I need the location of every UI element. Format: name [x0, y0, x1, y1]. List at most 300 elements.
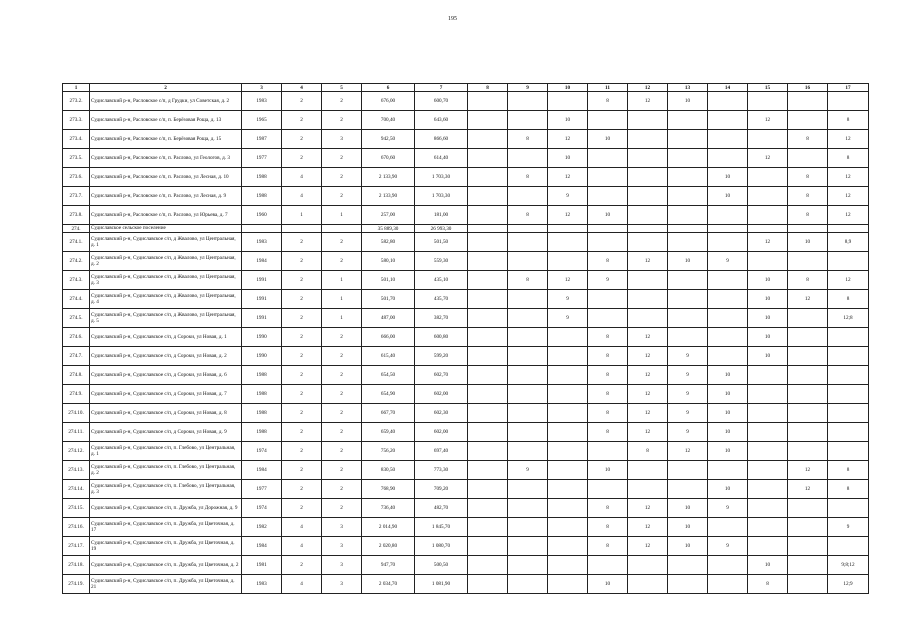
address-cell: Судиславский р-н, Судиславское с/п, д Сороки, ул Новая, д. 6	[90, 366, 242, 385]
value-cell: 654,90	[362, 385, 415, 404]
value-cell: 2	[282, 404, 322, 423]
value-cell	[548, 225, 588, 233]
table-row	[63, 537, 869, 556]
value-cell	[748, 461, 788, 480]
value-cell	[628, 206, 668, 225]
value-cell: 2	[322, 366, 362, 385]
value-cell	[788, 442, 828, 461]
value-cell	[548, 442, 588, 461]
address-cell: Судиславский р-н, Расловское с/п, п. Берёзовая Роща, д. 15	[90, 130, 242, 149]
value-cell: 12	[788, 480, 828, 499]
value-cell: 4	[282, 537, 322, 556]
value-cell: 1991	[242, 309, 282, 328]
value-cell: 2	[322, 187, 362, 206]
value-cell	[588, 233, 628, 252]
value-cell: 3	[322, 130, 362, 149]
value-cell: 2 133,90	[362, 187, 415, 206]
row-number-cell: 274.3.	[63, 271, 90, 290]
value-cell: 10	[748, 271, 788, 290]
value-cell	[628, 187, 668, 206]
value-cell: 10	[788, 233, 828, 252]
value-cell: 8	[788, 168, 828, 187]
value-cell	[468, 347, 508, 366]
row-number-cell: 274.18.	[63, 556, 90, 575]
value-cell	[828, 225, 869, 233]
value-cell	[708, 309, 748, 328]
value-cell	[788, 423, 828, 442]
value-cell	[748, 404, 788, 423]
value-cell: 615,40	[362, 347, 415, 366]
value-cell	[788, 404, 828, 423]
value-cell	[468, 404, 508, 423]
value-cell: 12	[828, 187, 869, 206]
value-cell: 643,60	[415, 111, 468, 130]
value-cell	[468, 149, 508, 168]
value-cell	[588, 149, 628, 168]
value-cell	[588, 225, 628, 233]
value-cell: 9	[508, 461, 548, 480]
value-cell: 2	[322, 404, 362, 423]
value-cell: 830,50	[362, 461, 415, 480]
value-cell	[468, 518, 508, 537]
value-cell	[508, 309, 548, 328]
value-cell	[628, 575, 668, 594]
value-cell: 12	[828, 130, 869, 149]
value-cell	[508, 556, 548, 575]
value-cell: 8	[748, 575, 788, 594]
value-cell: 2	[282, 366, 322, 385]
value-cell: 2	[322, 480, 362, 499]
column-header-2: 2	[90, 84, 242, 92]
value-cell: 8	[588, 385, 628, 404]
value-cell	[708, 206, 748, 225]
row-number-cell: 274.19.	[63, 575, 90, 594]
value-cell	[508, 187, 548, 206]
value-cell	[548, 385, 588, 404]
value-cell	[708, 461, 748, 480]
value-cell: 8	[828, 461, 869, 480]
value-cell: 10	[708, 385, 748, 404]
value-cell: 8	[588, 366, 628, 385]
value-cell: 736,40	[362, 499, 415, 518]
value-cell: 3	[322, 518, 362, 537]
row-number-cell: 274.6.	[63, 328, 90, 347]
value-cell: 8	[588, 328, 628, 347]
value-cell	[668, 575, 708, 594]
value-cell	[508, 347, 548, 366]
value-cell	[748, 366, 788, 385]
value-cell	[468, 233, 508, 252]
value-cell	[828, 499, 869, 518]
value-cell	[708, 347, 748, 366]
value-cell: 8	[508, 168, 548, 187]
table-row	[63, 233, 869, 252]
value-cell	[708, 233, 748, 252]
column-header-14: 14	[708, 84, 748, 92]
value-cell: 8	[508, 130, 548, 149]
value-cell: 2	[322, 328, 362, 347]
value-cell: 12	[628, 423, 668, 442]
value-cell	[468, 423, 508, 442]
value-cell	[708, 130, 748, 149]
value-cell: 12	[748, 233, 788, 252]
value-cell: 1984	[242, 252, 282, 271]
value-cell	[468, 225, 508, 233]
value-cell	[828, 366, 869, 385]
value-cell	[508, 328, 548, 347]
value-cell: 1	[322, 206, 362, 225]
table-row	[63, 130, 869, 149]
value-cell: 10	[708, 404, 748, 423]
column-header-15: 15	[748, 84, 788, 92]
value-cell	[748, 480, 788, 499]
row-number-cell: 274.10.	[63, 404, 90, 423]
value-cell: 12	[548, 206, 588, 225]
value-cell: 1 845,70	[415, 518, 468, 537]
value-cell: 599,20	[415, 347, 468, 366]
value-cell	[468, 556, 508, 575]
value-cell: 12	[628, 328, 668, 347]
value-cell: 4	[282, 168, 322, 187]
value-cell: 10	[708, 187, 748, 206]
column-header-6: 6	[362, 84, 415, 92]
value-cell	[508, 149, 548, 168]
value-cell	[828, 404, 869, 423]
value-cell: 1984	[242, 537, 282, 556]
value-cell	[508, 366, 548, 385]
value-cell: 2 014,90	[362, 518, 415, 537]
value-cell	[668, 461, 708, 480]
table-row	[63, 480, 869, 499]
table-row	[63, 290, 869, 309]
address-cell: Судиславский р-н, Судиславское с/п, д Сороки, ул Новая, д. 7	[90, 385, 242, 404]
value-cell: 614,40	[415, 149, 468, 168]
value-cell	[628, 271, 668, 290]
value-cell	[548, 556, 588, 575]
value-cell: 2	[322, 423, 362, 442]
address-cell: Судиславский р-н, Судиславское с/п, д Жвалово, ул Центральная, д. 3	[90, 271, 242, 290]
value-cell: 10	[708, 442, 748, 461]
value-cell	[628, 225, 668, 233]
value-cell: 12	[628, 404, 668, 423]
address-cell: Судиславское сельское поселение	[90, 225, 242, 233]
value-cell	[788, 537, 828, 556]
value-cell	[548, 404, 588, 423]
address-cell: Судиславский р-н, Судиславское с/п, п. Дружба, ул Цветочная, д. 2	[90, 556, 242, 575]
value-cell	[748, 499, 788, 518]
value-cell	[748, 252, 788, 271]
value-cell	[748, 168, 788, 187]
value-cell: 8	[508, 271, 548, 290]
value-cell	[588, 309, 628, 328]
value-cell: 1	[322, 271, 362, 290]
value-cell	[588, 168, 628, 187]
value-cell: 1983	[242, 92, 282, 111]
value-cell: 2	[282, 442, 322, 461]
row-number-cell: 273.5.	[63, 149, 90, 168]
value-cell: 12	[548, 168, 588, 187]
value-cell	[788, 111, 828, 130]
value-cell	[748, 187, 788, 206]
value-cell: 756,20	[362, 442, 415, 461]
value-cell: 10	[668, 92, 708, 111]
value-cell	[828, 252, 869, 271]
value-cell	[628, 168, 668, 187]
value-cell	[788, 366, 828, 385]
value-cell: 3	[322, 537, 362, 556]
value-cell: 697,40	[415, 442, 468, 461]
value-cell: 35 889,30	[362, 225, 415, 233]
value-cell	[668, 271, 708, 290]
table-row	[63, 556, 869, 575]
row-number-cell: 274.14.	[63, 480, 90, 499]
address-cell: Судиславский р-н, Судиславское с/п, п. Глебово, ул Центральная, д. 3	[90, 480, 242, 499]
value-cell	[668, 225, 708, 233]
value-cell: 1984	[242, 461, 282, 480]
address-cell: Судиславский р-н, Судиславское с/п, д Жвалово, ул Центральная, д. 4	[90, 290, 242, 309]
value-cell: 1988	[242, 423, 282, 442]
value-cell: 773,30	[415, 461, 468, 480]
value-cell	[508, 518, 548, 537]
value-cell: 12	[788, 290, 828, 309]
value-cell	[548, 518, 588, 537]
value-cell	[668, 130, 708, 149]
value-cell	[788, 347, 828, 366]
value-cell: 8	[828, 149, 869, 168]
value-cell	[708, 575, 748, 594]
value-cell	[788, 385, 828, 404]
address-cell: Судиславский р-н, Судиславское с/п, д Сороки, ул Новая, д. 8	[90, 404, 242, 423]
table-row	[63, 461, 869, 480]
value-cell	[468, 442, 508, 461]
value-cell: 676,00	[362, 92, 415, 111]
value-cell	[548, 499, 588, 518]
value-cell	[708, 225, 748, 233]
value-cell: 3	[322, 575, 362, 594]
value-cell: 9	[668, 347, 708, 366]
value-cell: 500,50	[415, 556, 468, 575]
column-header-7: 7	[415, 84, 468, 92]
value-cell: 2	[282, 92, 322, 111]
value-cell: 2	[282, 309, 322, 328]
value-cell	[468, 309, 508, 328]
value-cell	[508, 92, 548, 111]
value-cell: 667,70	[362, 404, 415, 423]
value-cell: 2	[322, 168, 362, 187]
table-row	[63, 499, 869, 518]
address-cell: Судиславский р-н, Судиславское с/п, п. Дружба, ул Цветочная, д. 21	[90, 575, 242, 594]
value-cell: 8	[588, 537, 628, 556]
value-cell: 2	[322, 111, 362, 130]
table-row	[63, 423, 869, 442]
column-header-8: 8	[468, 84, 508, 92]
value-cell	[828, 328, 869, 347]
value-cell	[282, 225, 322, 233]
register-table	[62, 83, 869, 594]
value-cell	[748, 130, 788, 149]
value-cell: 9	[548, 187, 588, 206]
row-number-cell: 273.4.	[63, 130, 90, 149]
value-cell	[748, 92, 788, 111]
value-cell: 10	[668, 499, 708, 518]
value-cell	[548, 480, 588, 499]
row-number-cell: 274.13.	[63, 461, 90, 480]
value-cell	[468, 168, 508, 187]
value-cell: 602,00	[415, 423, 468, 442]
value-cell: 8	[588, 347, 628, 366]
value-cell: 12	[628, 366, 668, 385]
value-cell: 602,30	[415, 404, 468, 423]
column-header-10: 10	[548, 84, 588, 92]
value-cell: 2	[282, 252, 322, 271]
value-cell	[508, 499, 548, 518]
value-cell	[708, 328, 748, 347]
value-cell: 2	[282, 271, 322, 290]
value-cell: 1991	[242, 290, 282, 309]
value-cell	[242, 225, 282, 233]
value-cell: 2	[282, 499, 322, 518]
value-cell: 8	[588, 404, 628, 423]
value-cell	[322, 225, 362, 233]
value-cell: 8	[788, 187, 828, 206]
value-cell: 2	[322, 385, 362, 404]
value-cell: 700,40	[362, 111, 415, 130]
table-row	[63, 206, 869, 225]
value-cell: 10	[748, 347, 788, 366]
value-cell: 1	[282, 206, 322, 225]
value-cell	[708, 92, 748, 111]
value-cell	[628, 290, 668, 309]
value-cell: 9	[588, 271, 628, 290]
value-cell: 10	[548, 111, 588, 130]
value-cell: 12	[828, 168, 869, 187]
value-cell: 8	[788, 130, 828, 149]
table-row	[63, 168, 869, 187]
table-row	[63, 575, 869, 594]
value-cell: 1988	[242, 404, 282, 423]
value-cell	[548, 92, 588, 111]
value-cell	[628, 130, 668, 149]
value-cell	[668, 111, 708, 130]
value-cell	[468, 366, 508, 385]
value-cell	[468, 328, 508, 347]
value-cell: 8	[828, 290, 869, 309]
value-cell	[508, 233, 548, 252]
column-header-1: 1	[63, 84, 90, 92]
value-cell	[668, 309, 708, 328]
value-cell: 8	[588, 499, 628, 518]
value-cell: 10	[668, 252, 708, 271]
value-cell: 600,70	[415, 92, 468, 111]
value-cell: 26 993,30	[415, 225, 468, 233]
value-cell: 670,60	[362, 149, 415, 168]
value-cell	[628, 480, 668, 499]
value-cell: 768,90	[362, 480, 415, 499]
address-cell: Судиславский р-н, Судиславское с/п, п. Дружба, ул Цветочная, д. 19	[90, 537, 242, 556]
value-cell: 582,80	[362, 233, 415, 252]
address-cell: Судиславский р-н, Расловское с/п, п. Берёзовая Роща, д. 13	[90, 111, 242, 130]
value-cell: 12;8	[828, 309, 869, 328]
value-cell: 12	[748, 149, 788, 168]
row-number-cell: 274.4.	[63, 290, 90, 309]
value-cell: 1988	[242, 366, 282, 385]
row-number-cell: 274.16.	[63, 518, 90, 537]
column-header-16: 16	[788, 84, 828, 92]
value-cell: 2	[282, 328, 322, 347]
table-row	[63, 252, 869, 271]
value-cell: 4	[282, 575, 322, 594]
value-cell	[708, 290, 748, 309]
value-cell: 666,00	[362, 328, 415, 347]
value-cell: 1965	[242, 111, 282, 130]
value-cell: 10	[588, 206, 628, 225]
value-cell	[828, 385, 869, 404]
value-cell: 3	[322, 556, 362, 575]
value-cell	[508, 404, 548, 423]
value-cell	[828, 423, 869, 442]
value-cell: 10	[588, 575, 628, 594]
value-cell: 659,40	[362, 423, 415, 442]
value-cell: 12	[628, 347, 668, 366]
value-cell	[508, 252, 548, 271]
value-cell	[628, 233, 668, 252]
address-cell: Судиславский р-н, Судиславское с/п, п. Дружба, ул Цветочная, д. 17	[90, 518, 242, 537]
value-cell: 2	[322, 233, 362, 252]
value-cell: 8	[628, 442, 668, 461]
value-cell: 9	[548, 309, 588, 328]
value-cell: 487,00	[362, 309, 415, 328]
table-row	[63, 111, 869, 130]
address-cell: Судиславский р-н, Судиславское с/п, д Жвалово, ул Центральная, д. 1	[90, 233, 242, 252]
value-cell: 501,70	[362, 290, 415, 309]
value-cell: 602,70	[415, 366, 468, 385]
value-cell: 1983	[242, 233, 282, 252]
value-cell: 1983	[242, 575, 282, 594]
value-cell	[548, 537, 588, 556]
table-row	[63, 225, 869, 233]
value-cell: 9	[668, 366, 708, 385]
value-cell: 9	[828, 518, 869, 537]
value-cell	[548, 347, 588, 366]
row-number-cell: 274.1.	[63, 233, 90, 252]
value-cell	[788, 92, 828, 111]
value-cell	[468, 290, 508, 309]
value-cell: 2	[322, 92, 362, 111]
value-cell: 9;8;12	[828, 556, 869, 575]
value-cell: 9	[668, 404, 708, 423]
value-cell	[828, 442, 869, 461]
value-cell: 8	[508, 206, 548, 225]
value-cell: 2	[282, 556, 322, 575]
row-number-cell: 274.9.	[63, 385, 90, 404]
value-cell	[588, 290, 628, 309]
value-cell	[588, 442, 628, 461]
value-cell: 10	[748, 309, 788, 328]
value-cell: 2	[282, 111, 322, 130]
value-cell: 2	[282, 385, 322, 404]
table-row	[63, 366, 869, 385]
value-cell: 2	[322, 347, 362, 366]
value-cell: 8	[788, 271, 828, 290]
value-cell	[588, 187, 628, 206]
address-cell: Судиславский р-н, Судиславское с/п, п. Глебово, ул Центральная, д. 1	[90, 442, 242, 461]
value-cell: 501,50	[415, 233, 468, 252]
value-cell: 9	[708, 252, 748, 271]
value-cell	[748, 423, 788, 442]
value-cell	[508, 111, 548, 130]
value-cell: 482,70	[415, 499, 468, 518]
value-cell: 12	[668, 442, 708, 461]
